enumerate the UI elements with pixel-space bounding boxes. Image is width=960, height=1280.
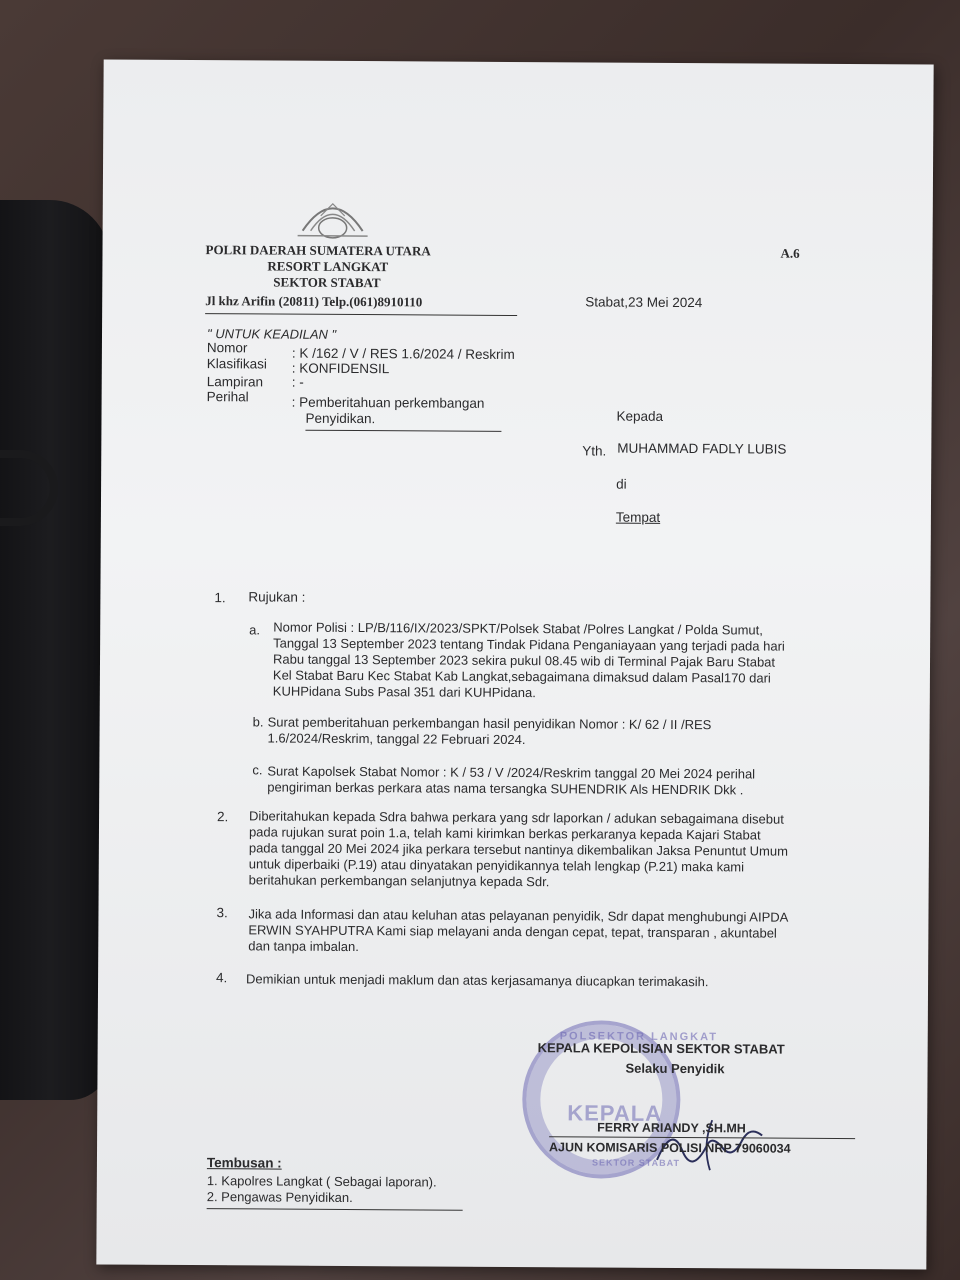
- police-crest-icon: [293, 186, 373, 246]
- org-address: Jl khz Arifin (20811) Telp.(061)8910110: [205, 293, 423, 310]
- letter-paper: [96, 59, 933, 1269]
- tembusan-title: Tembusan :: [206, 1155, 282, 1171]
- black-bag: [0, 200, 110, 1100]
- stamp-top-text: POLSEKTOR LANGKAT: [559, 1030, 719, 1044]
- p1b-line: 1.6/2024/Reskrim, tanggal 22 Februari 2024.: [267, 730, 526, 748]
- klasifikasi-label: Klasifikasi: [206, 356, 267, 372]
- p1b-line: Surat pemberitahuan perkembangan hasil penyidikan Nomor : K/ 62 / II /RES: [267, 714, 712, 733]
- p3-line: Jika ada Informasi dan atau keluhan atas pelayanan penyidik, Sdr dapat menghubungi AIPDA: [248, 906, 789, 925]
- lampiran-label: Lampiran: [206, 374, 264, 390]
- stamp-center-text: KEPALA: [567, 1100, 663, 1126]
- di: di: [616, 476, 627, 492]
- p1b-text: [267, 714, 841, 750]
- stamp-bottom-text: SEKTOR STABAT: [591, 1157, 681, 1169]
- org-line-3: SEKTOR STABAT: [273, 274, 381, 291]
- perihal-value-2: Penyidikan.: [305, 410, 376, 427]
- tembusan-item: 1. Kapolres Langkat ( Sebagai laporan).: [206, 1173, 437, 1190]
- p2-number: 2.: [217, 809, 229, 825]
- p3-line: dan tanpa imbalan.: [248, 938, 359, 955]
- p2-text: [249, 808, 841, 892]
- p2-line: beritahukan perkembangan selanjutnya kepada Sdr.: [248, 872, 550, 890]
- tempat: Tempat: [615, 509, 661, 525]
- motto: " UNTUK KEADILAN ": [206, 326, 337, 342]
- perihal-rule: [305, 430, 501, 432]
- nomor-label: Nomor: [206, 340, 248, 356]
- p1c-text: [267, 763, 841, 799]
- kepada: Kepada: [616, 408, 664, 424]
- org-line-1: POLRI DAERAH SUMATERA UTARA: [205, 242, 431, 259]
- place-date: Stabat,23 Mei 2024: [585, 294, 703, 311]
- p1a-line: Rabu tanggal 13 September 2023 sekira pukul 08.45 wib di Terminal Pajak Baru Stabat: [272, 651, 776, 670]
- p2-line: pada tanggal 20 Mei 2024 jika perkara tersebut nantinya dikembalikan Jaksa Penuntut Umum: [248, 840, 789, 859]
- p1a-line: Nomor Polisi : LP/B/116/IX/2023/SPKT/Polsek Stabat /Polres Langkat / Polda Sumut,: [273, 619, 763, 638]
- yth: Yth.: [582, 443, 607, 459]
- p2-line: untuk diperbaiki (P.19) atau dinyatakan penyidikannya telah lengkap (P.21) maka kami: [248, 856, 745, 875]
- p4-text: Demikian untuk menjadi maklum dan atas kerjasamanya diucapkan terimakasih.: [246, 971, 709, 990]
- p2-line: pada rujukan surat poin 1.a, telah kami kirimkan berkas perkaranya kepada Kajari Stabat: [248, 824, 761, 843]
- p4-number: 4.: [216, 970, 228, 986]
- p1c-letter: c.: [252, 762, 263, 778]
- p2-line: Diberitahukan kepada Sdra bahwa perkara yang sdr laporkan / adukan sebagaimana disebut: [249, 808, 784, 827]
- p1a-line: Tanggal 13 September 2023 tentang Tindak Pidana Penganiayaan yang terjadi pada hari: [273, 635, 785, 654]
- signatory-title: KEPALA KEPOLISIAN SEKTOR STABAT: [537, 1040, 785, 1057]
- form-code: A.6: [780, 245, 800, 261]
- lampiran-value: : -: [291, 374, 304, 390]
- klasifikasi-value: : KONFIDENSIL: [291, 360, 390, 377]
- p1a-line: KUHPidana Subs Pasal 351 dari KUHPidana.: [272, 683, 536, 701]
- signatory-role: Selaku Penyidik: [625, 1060, 725, 1077]
- p1-number: 1.: [214, 590, 226, 606]
- signatory-name: FERRY ARIANDY ,SH.MH: [597, 1120, 746, 1136]
- p1b-letter: b.: [252, 714, 264, 730]
- perihal-label: Perihal: [206, 389, 249, 405]
- p3-line: ERWIN SYAHPUTRA Kami siap melayani anda dengan cepat, tepat, transparan , akuntabel: [248, 922, 777, 941]
- p1-title: Rujukan :: [248, 589, 306, 605]
- p1c-line: pengiriman berkas perkara atas nama tersangka SUHENDRIK Als HENDRIK Dkk .: [267, 779, 744, 798]
- signatory-rank: AJUN KOMISARIS POLISI NRP 79060034: [549, 1140, 791, 1156]
- p1c-line: Surat Kapolsek Stabat Nomor : K / 53 / V /2024/Reskrim tanggal 20 Mei 2024 perihal: [267, 763, 756, 782]
- addressee-name: MUHAMMAD FADLY LUBIS: [617, 440, 787, 457]
- org-line-2: RESORT LANGKAT: [267, 258, 389, 275]
- tembusan-rule: [207, 1208, 463, 1211]
- p3-number: 3.: [216, 905, 228, 921]
- header-rule: [205, 313, 517, 316]
- p1a-letter: a.: [249, 622, 261, 638]
- p1a-line: Kel Stabat Baru Kec Stabat Kab Langkat,sebagaimana dimaksud dalam Pasal170 dari: [272, 667, 771, 686]
- perihal-value-1: : Pemberitahuan perkembangan: [291, 394, 485, 411]
- bag-handle: [0, 450, 58, 526]
- tembusan-item: 2. Pengawas Penyidikan.: [206, 1189, 353, 1206]
- p1a-text: [273, 620, 843, 703]
- nomor-value: : K /162 / V / RES 1.6/2024 / Reskrim: [291, 345, 515, 362]
- p3-text: [248, 906, 838, 958]
